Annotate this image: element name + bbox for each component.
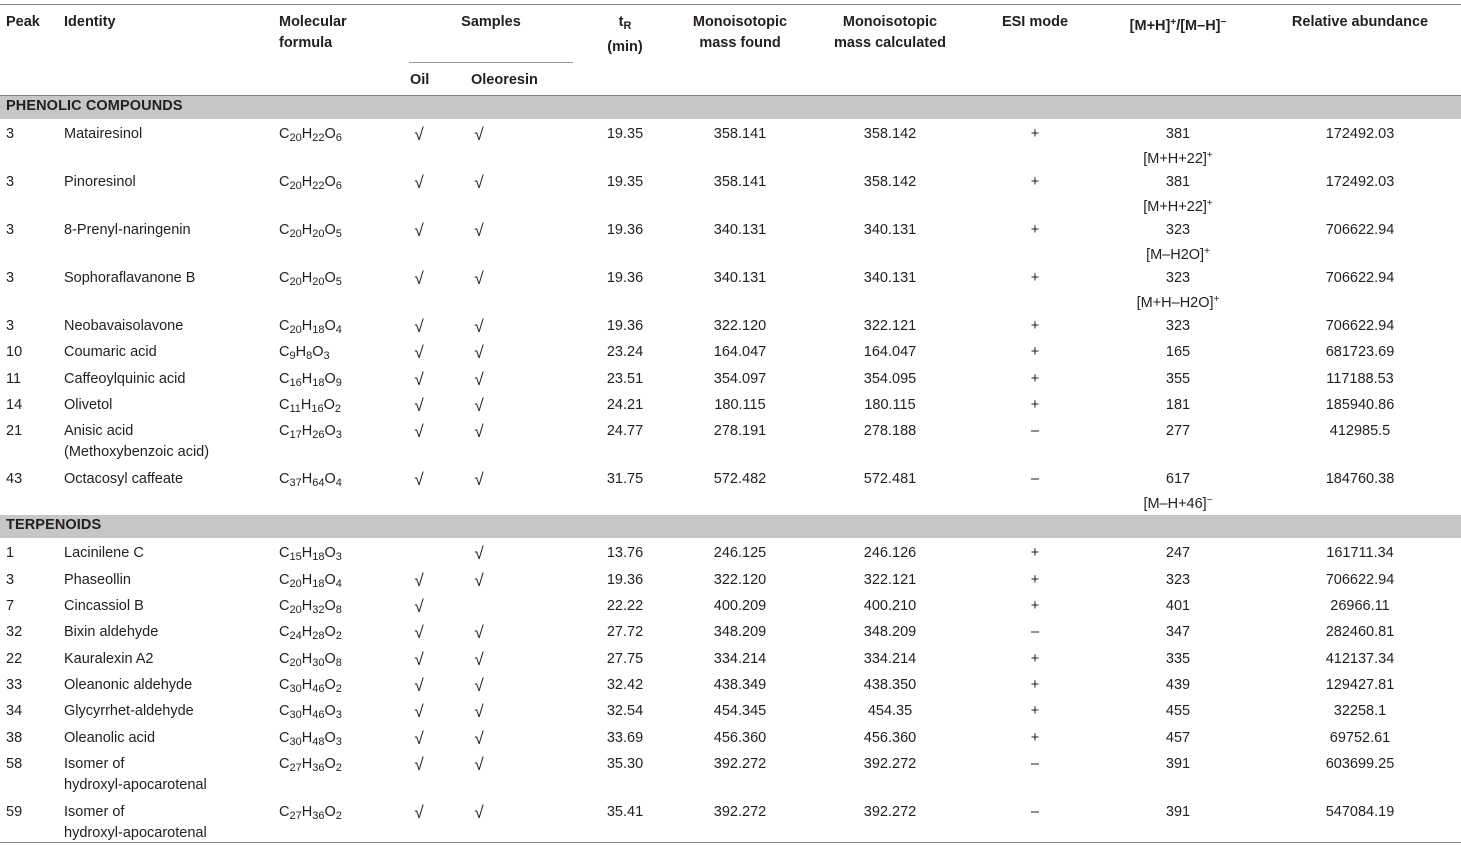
header-mass-calc-line1: Monoisotopic [842, 14, 938, 30]
mass-calculated-cell: 334.214 [863, 651, 917, 667]
peak-cell: 3 [6, 572, 15, 588]
peak-cell: 3 [6, 222, 15, 238]
formula-cell: $C_{20}H_{18}O_4$ [279, 572, 342, 590]
retention-time-cell: 32.42 [606, 677, 644, 693]
mass-found-cell: 340.131 [713, 270, 767, 286]
identity-cell: Cincassiol B [64, 598, 144, 614]
oil-check-icon: √ [414, 755, 424, 774]
oil-check-icon: √ [414, 343, 424, 362]
esi-mode-cell: + [1030, 397, 1040, 413]
esi-mode-cell: + [1030, 730, 1040, 746]
formula-cell: $C_{37}H_{64}O_4$ [279, 471, 342, 489]
mass-calculated-cell: 340.131 [863, 270, 917, 286]
relative-abundance-cell: 706622.94 [1325, 270, 1395, 286]
mass-calculated-cell: 278.188 [863, 423, 917, 439]
retention-time-cell: 19.35 [606, 174, 644, 190]
ion-cell: 165 [1165, 344, 1191, 360]
retention-time-cell: 22.22 [606, 598, 644, 614]
peak-cell: 11 [6, 371, 22, 387]
retention-time-cell: 13.76 [606, 545, 644, 561]
section-title: TERPENOIDS [6, 517, 102, 533]
section-header [0, 96, 1461, 119]
ion-cell: 181 [1165, 397, 1191, 413]
esi-mode-cell: + [1030, 126, 1040, 142]
oil-check-icon: √ [414, 729, 424, 748]
header-oil: Oil [410, 72, 430, 88]
ion-cell: 457 [1165, 730, 1191, 746]
oleoresin-check-icon: √ [474, 676, 484, 695]
oleoresin-check-icon: √ [474, 396, 484, 415]
esi-mode-cell: – [1030, 471, 1040, 487]
identity-cell: Pinoresinol [64, 174, 136, 190]
identity-cell: Isomer of hydroxyl-apocarotenal [64, 756, 207, 793]
relative-abundance-cell: 681723.69 [1325, 344, 1395, 360]
retention-time-cell: 24.21 [606, 397, 644, 413]
peak-cell: 22 [6, 651, 23, 667]
esi-mode-cell: – [1030, 624, 1040, 640]
identity-cell: Kauralexin A2 [64, 651, 154, 667]
mass-found-cell: 572.482 [713, 471, 767, 487]
mass-calculated-cell: 358.142 [863, 126, 917, 142]
relative-abundance-cell: 185940.86 [1325, 397, 1395, 413]
relative-abundance-cell: 706622.94 [1325, 222, 1395, 238]
ion-cell: 439 [1165, 677, 1191, 693]
identity-cell: Bixin aldehyde [64, 624, 159, 640]
peak-cell: 3 [6, 126, 15, 142]
identity-cell: Olivetol [64, 397, 113, 413]
oil-check-icon: √ [414, 676, 424, 695]
oil-check-icon: √ [414, 317, 424, 336]
mass-calculated-cell: 392.272 [863, 756, 917, 772]
relative-abundance-cell: 412985.5 [1329, 423, 1391, 439]
mass-calculated-cell: 572.481 [863, 471, 917, 487]
mass-found-cell: 340.131 [713, 222, 767, 238]
oil-check-icon: √ [414, 650, 424, 669]
oleoresin-check-icon: √ [474, 173, 484, 192]
ion-cell: 323 [M+H–H2O]+ [1136, 270, 1220, 311]
peak-cell: 43 [6, 471, 23, 487]
oleoresin-check-icon: √ [474, 125, 484, 144]
formula-cell: $C_{17}H_{26}O_3$ [279, 423, 342, 441]
section-title: PHENOLIC COMPOUNDS [6, 98, 183, 114]
esi-mode-cell: – [1030, 756, 1040, 772]
oil-check-icon: √ [414, 370, 424, 389]
identity-cell: Caffeoylquinic acid [64, 371, 186, 387]
esi-mode-cell: + [1030, 703, 1040, 719]
formula-cell: $C_{20}H_{32}O_8$ [279, 598, 342, 616]
esi-mode-cell: + [1030, 318, 1040, 334]
oleoresin-check-icon: √ [474, 650, 484, 669]
peak-cell: 38 [6, 730, 23, 746]
retention-time-cell: 24.77 [606, 423, 644, 439]
oil-check-icon: √ [414, 623, 424, 642]
identity-cell: 8-Prenyl-naringenin [64, 222, 191, 238]
peak-cell: 58 [6, 756, 23, 772]
ion-cell: 323 [1165, 318, 1191, 334]
identity-cell: Neobavaisolavone [64, 318, 184, 334]
ion-cell: 455 [1165, 703, 1191, 719]
mass-calculated-cell: 354.095 [863, 371, 917, 387]
relative-abundance-cell: 547084.19 [1325, 804, 1395, 820]
oil-check-icon: √ [414, 803, 424, 822]
oleoresin-check-icon: √ [474, 623, 484, 642]
relative-abundance-cell: 117188.53 [1326, 371, 1394, 387]
mass-found-cell: 358.141 [713, 174, 767, 190]
ion-cell: 401 [1165, 598, 1191, 614]
esi-mode-cell: – [1030, 423, 1040, 439]
retention-time-cell: 19.36 [606, 572, 644, 588]
ion-cell: 335 [1165, 651, 1191, 667]
oleoresin-check-icon: √ [474, 544, 484, 563]
ion-cell: 323 [M–H2O]+ [1146, 222, 1210, 263]
oil-check-icon: √ [414, 125, 424, 144]
ion-cell: 247 [1165, 545, 1191, 561]
retention-time-cell: 27.75 [606, 651, 644, 667]
formula-cell: $C_{30}H_{46}O_2$ [279, 677, 342, 695]
formula-cell: $C_{30}H_{46}O_3$ [279, 703, 342, 721]
header-mass-found [680, 12, 800, 54]
oleoresin-check-icon: √ [474, 571, 484, 590]
oleoresin-check-icon: √ [474, 317, 484, 336]
mass-found-cell: 354.097 [713, 371, 767, 387]
ion-cell: 323 [1165, 572, 1191, 588]
formula-cell: $C_{20}H_{22}O_6$ [279, 174, 342, 192]
peak-cell: 3 [6, 270, 15, 286]
formula-cell: $C_{24}H_{28}O_2$ [279, 624, 342, 642]
peak-cell: 34 [6, 703, 23, 719]
relative-abundance-cell: 161711.34 [1326, 545, 1394, 561]
oleoresin-check-icon: √ [474, 755, 484, 774]
mass-calculated-cell: 348.209 [863, 624, 917, 640]
esi-mode-cell: + [1030, 174, 1040, 190]
oleoresin-check-icon: √ [474, 470, 484, 489]
mass-calculated-cell: 358.142 [863, 174, 917, 190]
header-mass-calculated [825, 12, 955, 54]
header-tr-sub: R [623, 20, 632, 32]
header-mass-calc-line2: mass calculated [833, 35, 947, 51]
mass-found-cell: 322.120 [713, 318, 767, 334]
peak-cell: 21 [6, 423, 23, 439]
oil-check-icon: √ [414, 470, 424, 489]
formula-cell: $C_{20}H_{30}O_8$ [279, 651, 342, 669]
formula-cell: $C_{11}H_{16}O_2$ [279, 397, 342, 415]
table-top-rule [0, 4, 1461, 5]
mass-calculated-cell: 400.210 [863, 598, 917, 614]
oleoresin-check-icon: √ [474, 343, 484, 362]
peak-cell: 3 [6, 318, 15, 334]
formula-cell: $C_{16}H_{18}O_9$ [279, 371, 342, 389]
retention-time-cell: 33.69 [606, 730, 644, 746]
ion-cell: 617 [M–H+46]− [1143, 471, 1213, 512]
oil-check-icon: √ [414, 221, 424, 240]
retention-time-cell: 19.36 [606, 270, 644, 286]
mass-found-cell: 334.214 [713, 651, 767, 667]
retention-time-cell: 19.36 [606, 222, 644, 238]
relative-abundance-cell: 184760.38 [1325, 471, 1395, 487]
oil-check-icon: √ [414, 597, 424, 616]
header-mass-found-line1: Monoisotopic [692, 14, 788, 30]
header-peak: Peak [6, 14, 40, 30]
retention-time-cell: 19.36 [606, 318, 644, 334]
oleoresin-check-icon: √ [474, 422, 484, 441]
mass-calculated-cell: 164.047 [863, 344, 917, 360]
identity-cell: Matairesinol [64, 126, 143, 142]
formula-cell: $C_{27}H_{36}O_2$ [279, 804, 342, 822]
identity-cell: Lacinilene C [64, 545, 144, 561]
relative-abundance-cell: 129427.81 [1325, 677, 1395, 693]
header-ion: [M+H]+/[M–H]− [1129, 17, 1227, 34]
mass-found-cell: 278.191 [713, 423, 767, 439]
mass-calculated-cell: 322.121 [863, 572, 917, 588]
esi-mode-cell: + [1030, 371, 1040, 387]
mass-found-cell: 456.360 [713, 730, 767, 746]
oil-check-icon: √ [414, 269, 424, 288]
relative-abundance-cell: 282460.81 [1325, 624, 1395, 640]
mass-found-cell: 348.209 [713, 624, 767, 640]
formula-cell: $C_{27}H_{36}O_2$ [279, 756, 342, 774]
relative-abundance-cell: 172492.03 [1325, 126, 1395, 142]
section-header [0, 515, 1461, 538]
relative-abundance-cell: 706622.94 [1325, 318, 1395, 334]
identity-cell: Glycyrrhet-aldehyde [64, 703, 194, 719]
identity-cell: Coumaric acid [64, 344, 157, 360]
mass-found-cell: 438.349 [713, 677, 767, 693]
header-esi-mode: ESI mode [1001, 14, 1069, 30]
peak-cell: 7 [6, 598, 15, 614]
mass-calculated-cell: 392.272 [863, 804, 917, 820]
formula-cell: $C_{15}H_{18}O_3$ [279, 545, 342, 563]
mass-found-cell: 358.141 [713, 126, 767, 142]
esi-mode-cell: + [1030, 344, 1040, 360]
relative-abundance-cell: 69752.61 [1329, 730, 1391, 746]
identity-cell: Phaseollin [64, 572, 131, 588]
relative-abundance-cell: 603699.25 [1325, 756, 1395, 772]
mass-found-cell: 246.125 [713, 545, 767, 561]
peak-cell: 59 [6, 804, 23, 820]
ion-cell: 391 [1165, 756, 1191, 772]
header-identity: Identity [64, 14, 116, 30]
esi-mode-cell: + [1030, 677, 1040, 693]
oil-check-icon: √ [414, 173, 424, 192]
esi-mode-cell: + [1030, 598, 1040, 614]
mass-calculated-cell: 340.131 [863, 222, 917, 238]
header-oleoresin: Oleoresin [471, 72, 538, 88]
table-bottom-rule [0, 842, 1461, 843]
mass-calculated-cell: 246.126 [863, 545, 917, 561]
header-samples: Samples [461, 14, 521, 30]
formula-cell: $C_9H_8O_3$ [279, 344, 330, 362]
samples-header-rule [409, 62, 573, 63]
mass-found-cell: 392.272 [713, 804, 767, 820]
relative-abundance-cell: 706622.94 [1325, 572, 1395, 588]
mass-calculated-cell: 438.350 [863, 677, 917, 693]
oil-check-icon: √ [414, 396, 424, 415]
ion-cell: 391 [1165, 804, 1191, 820]
ion-cell: 277 [1165, 423, 1191, 439]
mass-found-cell: 322.120 [713, 572, 767, 588]
esi-mode-cell: + [1030, 651, 1040, 667]
header-tr-main: t [618, 14, 624, 30]
retention-time-cell: 35.41 [606, 804, 644, 820]
oleoresin-check-icon: √ [474, 221, 484, 240]
retention-time-cell: 35.30 [606, 756, 644, 772]
ion-cell: 347 [1165, 624, 1191, 640]
peak-cell: 3 [6, 174, 15, 190]
ion-cell: 355 [1165, 371, 1191, 387]
oil-check-icon: √ [414, 422, 424, 441]
oleoresin-check-icon: √ [474, 803, 484, 822]
esi-mode-cell: + [1030, 270, 1040, 286]
retention-time-cell: 31.75 [606, 471, 644, 487]
header-retention-time [585, 12, 665, 58]
oleoresin-check-icon: √ [474, 370, 484, 389]
identity-cell: Isomer of hydroxyl-apocarotenal [64, 804, 207, 841]
formula-cell: $C_{20}H_{20}O_5$ [279, 222, 342, 240]
retention-time-cell: 23.51 [606, 371, 644, 387]
identity-cell: Oleanonic aldehyde [64, 677, 193, 693]
mass-found-cell: 454.345 [713, 703, 767, 719]
esi-mode-cell: – [1030, 804, 1040, 820]
retention-time-cell: 27.72 [606, 624, 644, 640]
ion-cell: 381 [M+H+22]+ [1143, 174, 1213, 215]
formula-cell: $C_{30}H_{48}O_3$ [279, 730, 342, 748]
header-mass-found-line2: mass found [699, 35, 781, 51]
mass-found-cell: 164.047 [713, 344, 767, 360]
retention-time-cell: 32.54 [606, 703, 644, 719]
oil-check-icon: √ [414, 702, 424, 721]
header-formula [279, 12, 347, 54]
oleoresin-check-icon: √ [474, 729, 484, 748]
retention-time-cell: 19.35 [606, 126, 644, 142]
mass-found-cell: 400.209 [713, 598, 767, 614]
mass-calculated-cell: 456.360 [863, 730, 917, 746]
esi-mode-cell: + [1030, 545, 1040, 561]
mass-calculated-cell: 322.121 [863, 318, 917, 334]
header-relative-abundance: Relative abundance [1291, 14, 1429, 30]
formula-cell: $C_{20}H_{18}O_4$ [279, 318, 342, 336]
relative-abundance-cell: 32258.1 [1333, 703, 1387, 719]
relative-abundance-cell: 26966.11 [1330, 598, 1390, 614]
peak-cell: 33 [6, 677, 23, 693]
peak-cell: 1 [6, 545, 15, 561]
formula-cell: $C_{20}H_{22}O_6$ [279, 126, 342, 144]
peak-cell: 14 [6, 397, 23, 413]
header-formula-line1: Molecular [279, 14, 347, 30]
formula-cell: $C_{20}H_{20}O_5$ [279, 270, 342, 288]
peak-cell: 32 [6, 624, 23, 640]
identity-cell: Oleanolic acid [64, 730, 156, 746]
header-tr-unit: (min) [607, 39, 643, 55]
relative-abundance-cell: 412137.34 [1325, 651, 1395, 667]
oleoresin-check-icon: √ [474, 269, 484, 288]
ion-cell: 381 [M+H+22]+ [1143, 126, 1213, 167]
retention-time-cell: 23.24 [606, 344, 644, 360]
mass-found-cell: 392.272 [713, 756, 767, 772]
mass-calculated-cell: 180.115 [864, 397, 916, 413]
esi-mode-cell: + [1030, 572, 1040, 588]
peak-cell: 10 [6, 344, 23, 360]
identity-cell: Sophoraflavanone B [64, 270, 196, 286]
identity-cell: Octacosyl caffeate [64, 471, 184, 487]
mass-found-cell: 180.115 [714, 397, 766, 413]
esi-mode-cell: + [1030, 222, 1040, 238]
identity-cell: Anisic acid (Methoxybenzoic acid) [64, 423, 210, 460]
mass-calculated-cell: 454.35 [867, 703, 913, 719]
oleoresin-check-icon: √ [474, 702, 484, 721]
oil-check-icon: √ [414, 571, 424, 590]
relative-abundance-cell: 172492.03 [1325, 174, 1395, 190]
header-formula-line2: formula [279, 35, 333, 51]
